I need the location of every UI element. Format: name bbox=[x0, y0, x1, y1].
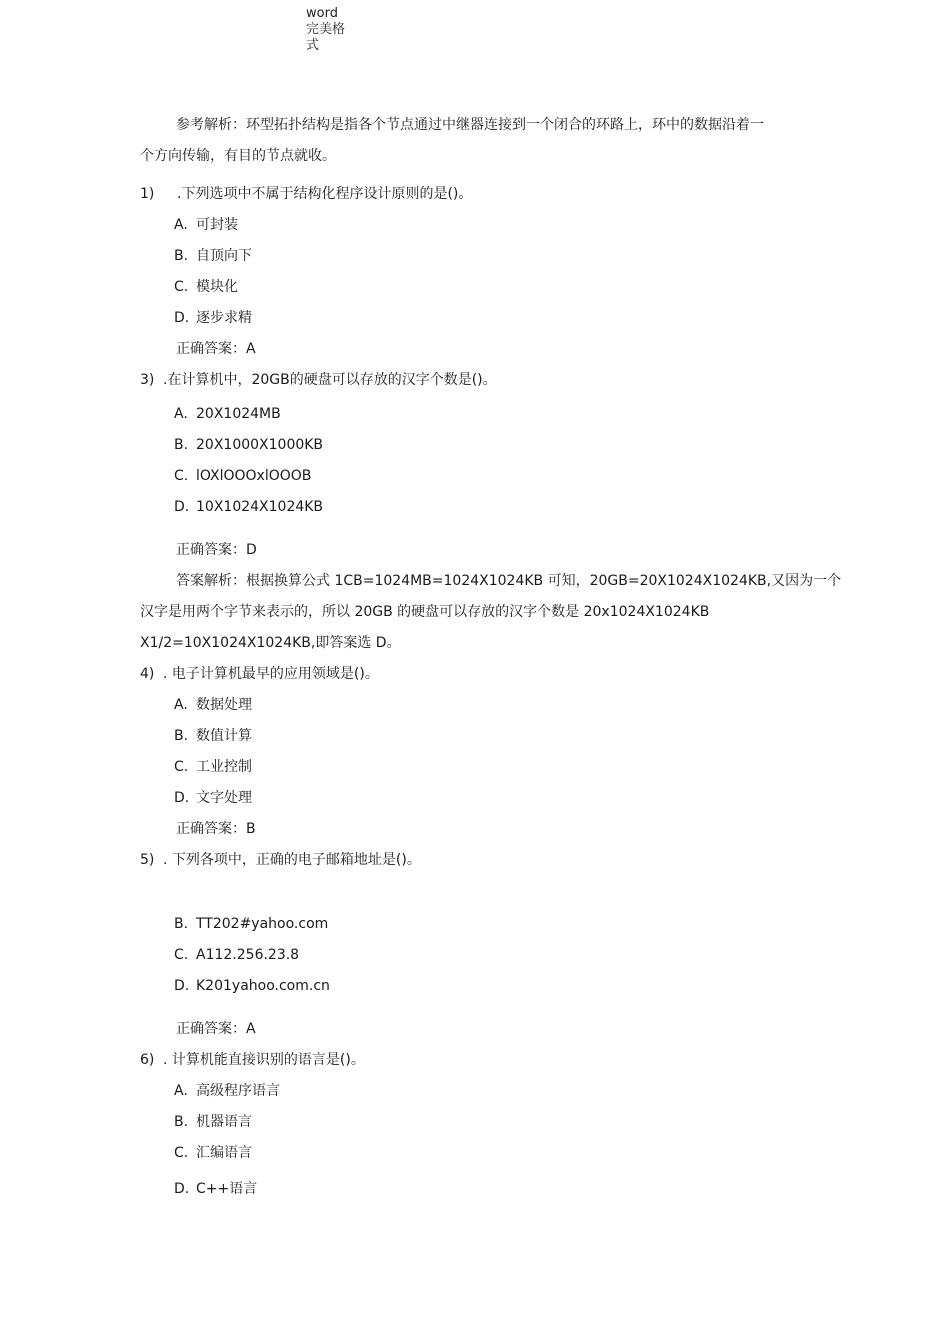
intro-analysis-line-2: 个方向传输，有目的节点就收。 bbox=[140, 148, 336, 164]
option-d: D. 逐步求精 bbox=[174, 310, 252, 326]
correct-answer: 正确答案：A bbox=[176, 1021, 256, 1037]
question-number: 6) bbox=[140, 1052, 155, 1068]
question-number: 3) bbox=[140, 372, 155, 388]
header-line-3: 式 bbox=[306, 38, 320, 53]
option-d: D. 10X1024X1024KB bbox=[174, 499, 324, 515]
intro-analysis-line-1: 参考解析：环型拓扑结构是指各个节点通过中继器连接到一个闭合的环路上，环中的数据沿着一 bbox=[176, 117, 764, 133]
correct-answer: 正确答案：D bbox=[176, 542, 257, 558]
option-a: A. 可封装 bbox=[174, 217, 238, 233]
option-c: C. lOXlOOOxlOOOB bbox=[174, 468, 312, 484]
analysis-line-2: 汉字是用两个字节来表示的，所以 20GB 的硬盘可以存放的汉字个数是 20x1024X1024KB bbox=[140, 604, 710, 620]
option-c: C. 汇编语言 bbox=[174, 1145, 252, 1161]
option-a: A. 高级程序语言 bbox=[174, 1083, 280, 1099]
option-c: C. A112.256.23.8 bbox=[174, 947, 300, 963]
question-text: . 下列各项中，正确的电子邮箱地址是()。 bbox=[163, 852, 421, 868]
correct-answer: 正确答案：B bbox=[176, 821, 256, 837]
option-b: B. 20X1000X1000KB bbox=[174, 437, 324, 453]
option-c: C. 工业控制 bbox=[174, 759, 252, 775]
option-b: B. 自顶向下 bbox=[174, 248, 252, 264]
analysis-line-1: 答案解析：根据换算公式 1CB=1024MB=1024X1024KB 可知，20GB=20X1024X1024KB,又因为一个 bbox=[176, 573, 842, 589]
question-number: 5) bbox=[140, 852, 155, 868]
analysis-line-3: X1/2=10X1024X1024KB,即答案选 D。 bbox=[140, 635, 401, 651]
question-text: .在计算机中，20GB的硬盘可以存放的汉字个数是()。 bbox=[163, 372, 497, 388]
option-c: C. 模块化 bbox=[174, 279, 238, 295]
option-b: B. 数值计算 bbox=[174, 728, 252, 744]
question-number: 4) bbox=[140, 666, 155, 682]
option-a: A. 20X1024MB bbox=[174, 406, 281, 422]
header-line-2: 完美格 bbox=[306, 22, 346, 37]
question-text: .下列选项中不属于结构化程序设计原则的是()。 bbox=[177, 186, 473, 202]
option-d: D. C++语言 bbox=[174, 1181, 258, 1197]
question-number: 1) bbox=[140, 186, 155, 202]
correct-answer: 正确答案：A bbox=[176, 341, 256, 357]
option-d: D. 文字处理 bbox=[174, 790, 252, 806]
option-b: B. TT202#yahoo.com bbox=[174, 916, 329, 932]
question-text: . 计算机能直接识别的语言是()。 bbox=[163, 1052, 365, 1068]
option-d: D. K201yahoo.com.cn bbox=[174, 978, 330, 994]
question-text: . 电子计算机最早的应用领域是()。 bbox=[163, 666, 379, 682]
header-line-1: word bbox=[306, 6, 338, 21]
option-b: B. 机器语言 bbox=[174, 1114, 252, 1130]
option-a: A. 数据处理 bbox=[174, 697, 252, 713]
